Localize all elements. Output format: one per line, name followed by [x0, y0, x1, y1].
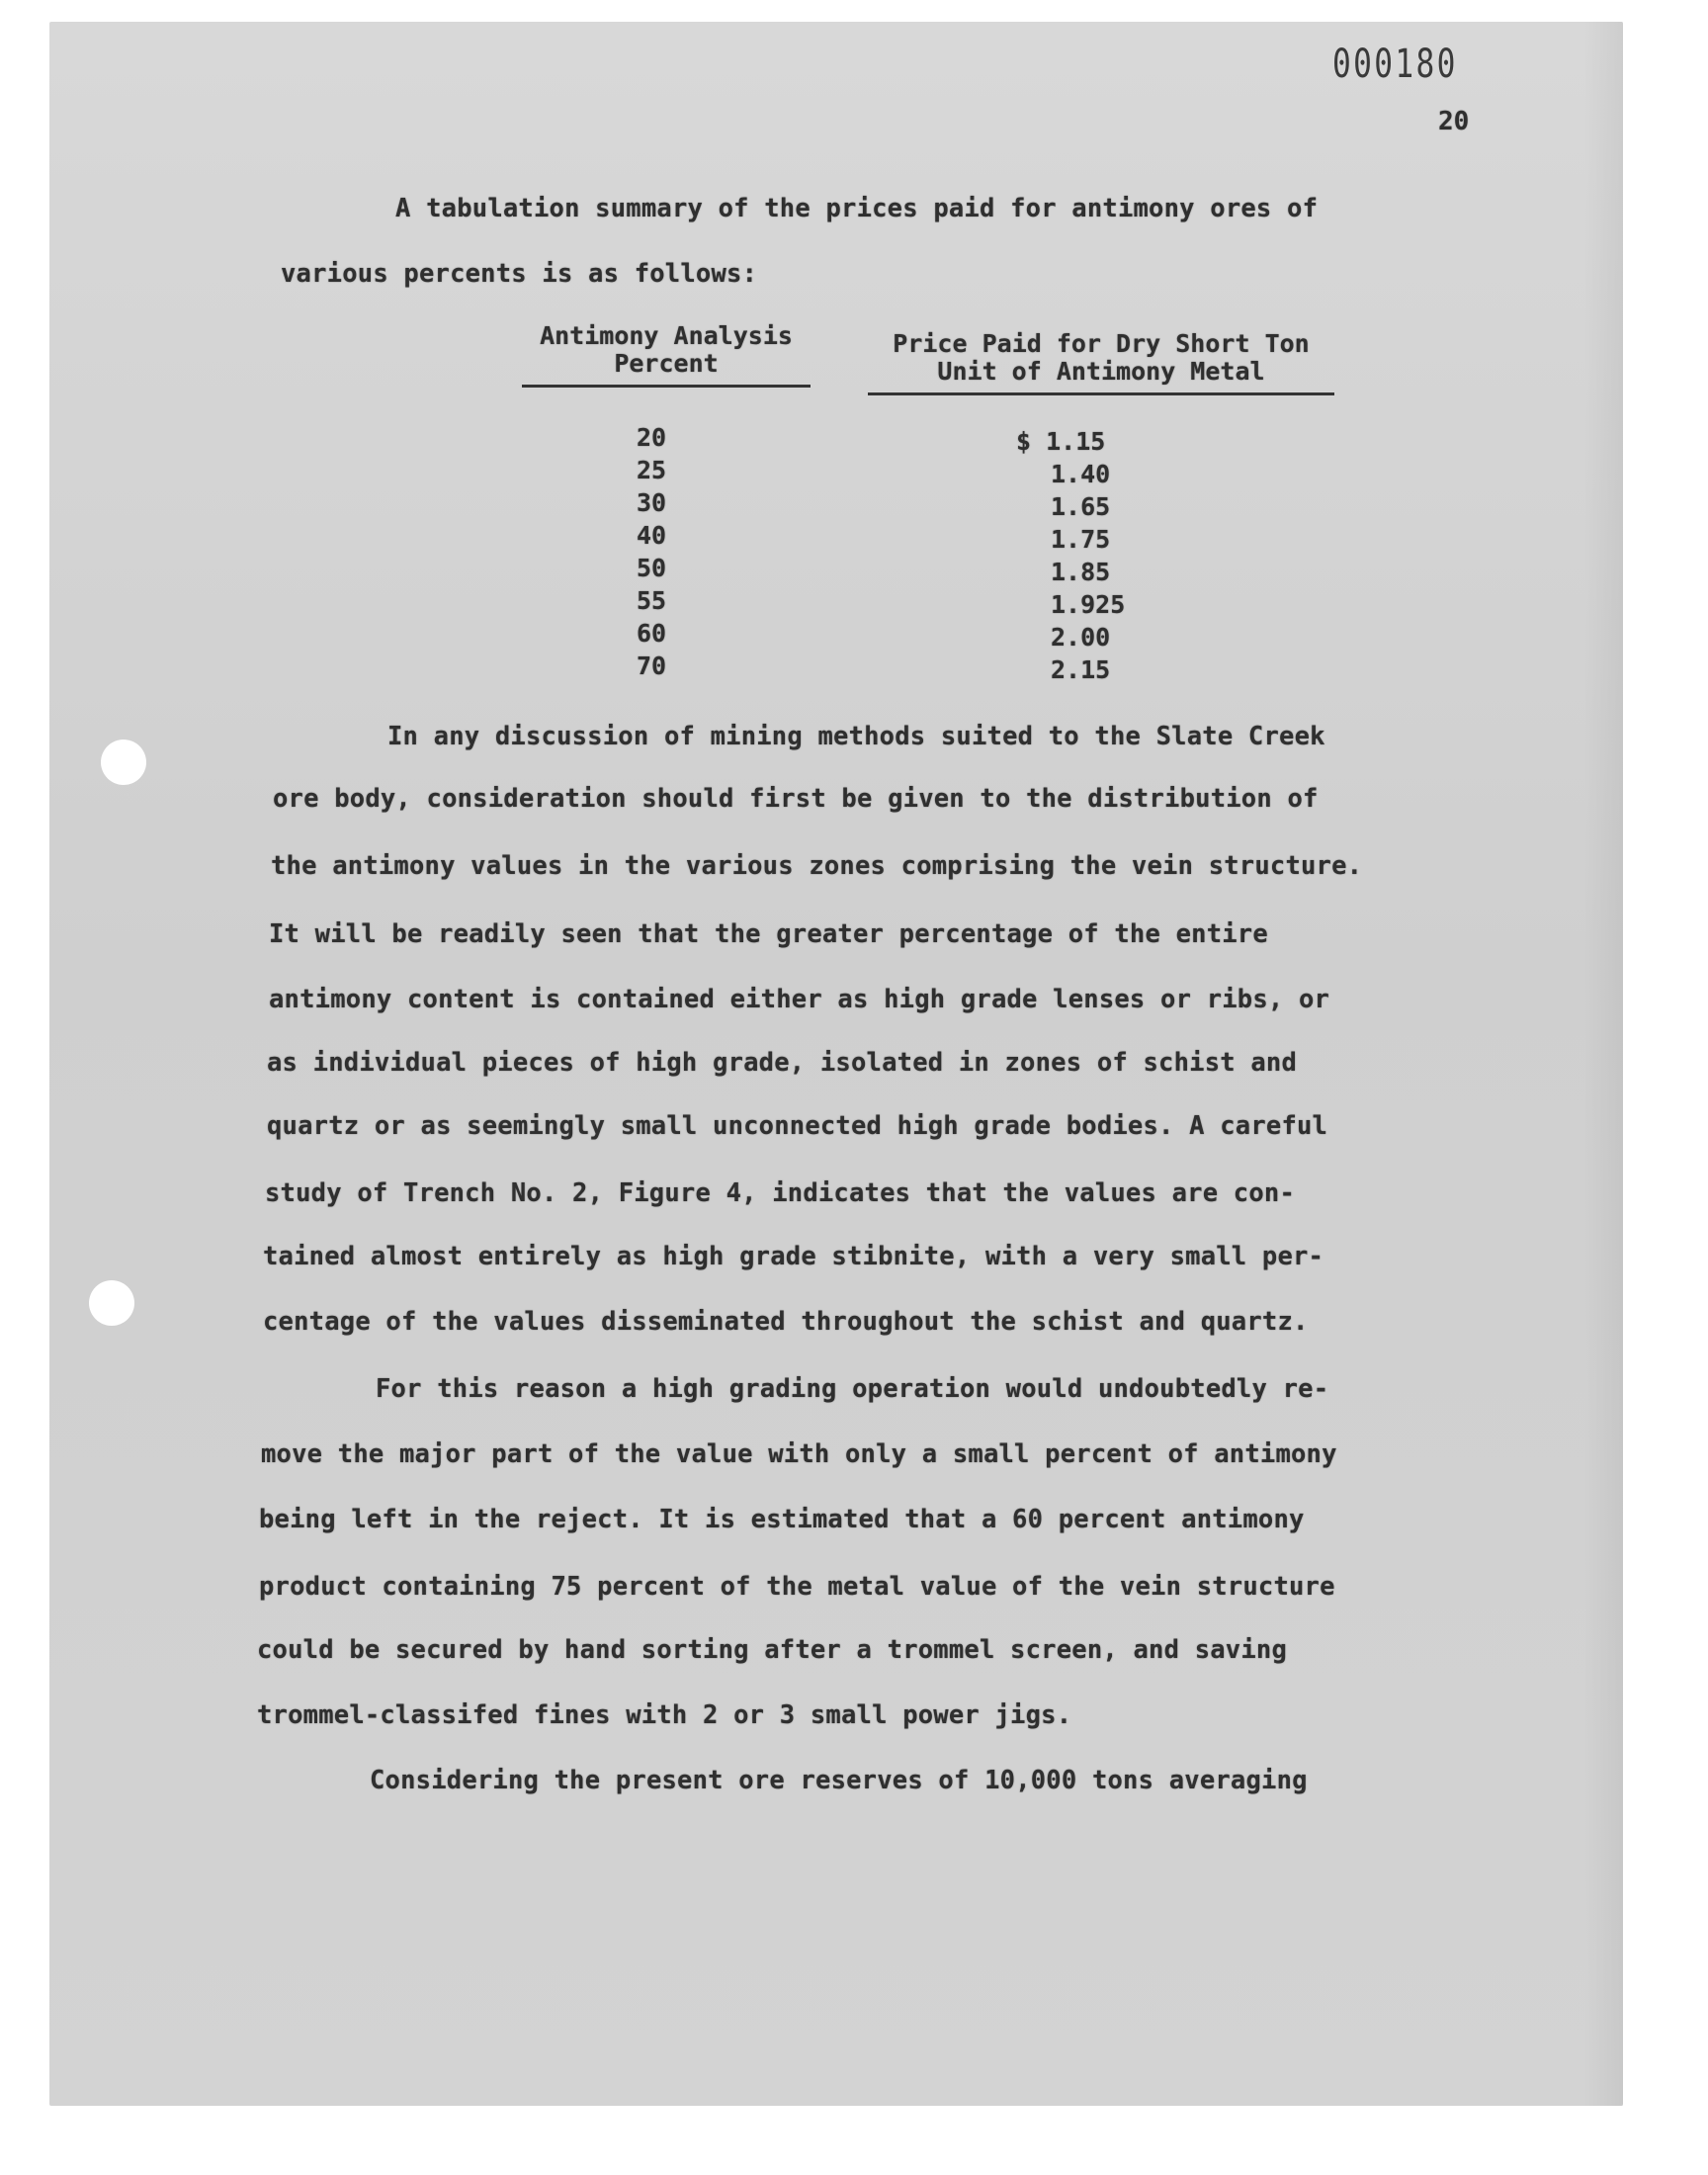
table-cell-percent: 25: [637, 456, 667, 484]
paragraph-line: tained almost entirely as high grade stibnite, with a very small per-: [263, 1242, 1324, 1271]
table-cell-percent: 30: [637, 488, 667, 517]
punch-hole: [101, 740, 146, 785]
page-edge-shadow: [1583, 22, 1623, 2106]
table-cell-price: 1.65: [1051, 492, 1111, 521]
paragraph-line: move the major part of the value with only a small percent of antimony: [261, 1439, 1337, 1469]
table-cell-percent: 60: [637, 619, 667, 648]
table-cell-percent: 40: [637, 521, 667, 550]
paragraph-line: study of Trench No. 2, Figure 4, indicates that the values are con-: [265, 1178, 1296, 1208]
paragraph-line: quartz or as seemingly small unconnected high grade bodies. A careful: [267, 1111, 1328, 1141]
table-cell-percent: 50: [637, 554, 667, 582]
table-cell-price: 1.75: [1051, 525, 1111, 554]
column-header-price: Price Paid for Dry Short Ton Unit of Antimony Metal: [893, 329, 1310, 386]
table-cell-price: 1.85: [1051, 558, 1111, 586]
table-cell-percent: 55: [637, 586, 667, 615]
paragraph-line: trommel-classifed fines with 2 or 3 small power jigs.: [257, 1700, 1072, 1730]
paragraph-line: the antimony values in the various zones comprising the vein structure.: [271, 851, 1363, 881]
intro-line: A tabulation summary of the prices paid for antimony ores of: [395, 194, 1319, 223]
paragraph-line: ore body, consideration should first be given to the distribution of: [273, 784, 1319, 814]
column-header-percent: Antimony Analysis Percent: [540, 321, 793, 378]
punch-hole: [89, 1280, 134, 1326]
paragraph-line: as individual pieces of high grade, isolated in zones of schist and: [267, 1048, 1298, 1078]
page-number: 20: [1438, 107, 1470, 136]
table-cell-price: $ 1.15: [1016, 427, 1106, 456]
paragraph-line: could be secured by hand sorting after a trommel screen, and saving: [257, 1635, 1288, 1665]
paragraph-line: It will be readily seen that the greater percentage of the entire: [269, 919, 1268, 949]
table-cell-percent: 70: [637, 652, 667, 680]
table-cell-price: 2.15: [1051, 655, 1111, 684]
table-cell-price: 1.40: [1051, 460, 1111, 488]
paragraph-line: antimony content is contained either as high grade lenses or ribs, or: [269, 985, 1330, 1014]
intro-line: various percents is as follows:: [281, 259, 758, 289]
paragraph-line: product containing 75 percent of the metal value of the vein structure: [259, 1572, 1335, 1602]
header-underline: [522, 385, 811, 388]
header-underline: [868, 392, 1334, 395]
paragraph-line: For this reason a high grading operation would undoubtedly re-: [376, 1374, 1329, 1404]
paragraph-line: In any discussion of mining methods suited to the Slate Creek: [387, 722, 1325, 751]
table-cell-percent: 20: [637, 423, 667, 452]
table-cell-price: 2.00: [1051, 623, 1111, 652]
document-number: 000180: [1332, 42, 1458, 87]
percent-column: [637, 421, 666, 682]
price-column: [1016, 425, 1135, 686]
paragraph-line: being left in the reject. It is estimated that a 60 percent antimony: [259, 1505, 1305, 1534]
paragraph-line: centage of the values disseminated throughout the schist and quartz.: [263, 1307, 1309, 1337]
table-cell-price: 1.925: [1051, 590, 1126, 619]
paragraph-line: Considering the present ore reserves of 10,000 tons averaging: [370, 1766, 1308, 1795]
